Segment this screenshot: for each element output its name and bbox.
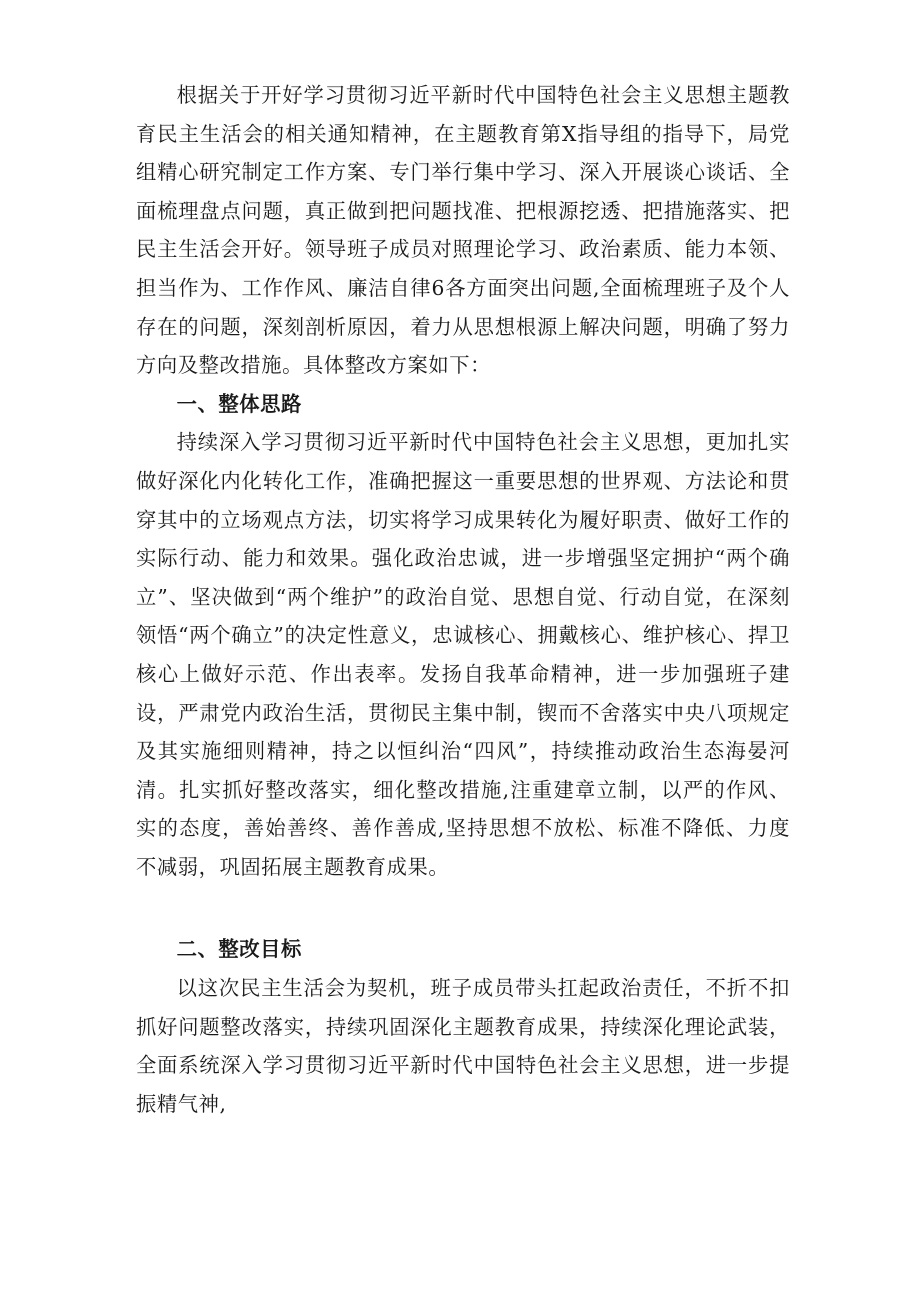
section-spacer <box>136 886 790 930</box>
intro-paragraph: 根据关于开好学习贯彻习近平新时代中国特色社会主义思想主题教育民主生活会的相关通知精神，在主题教育第X指导组的指导下，局党组精心研究制定工作方案、专门举行集中学习、深入开展谈心谈话、全面梳理盘点问题，真正做到把问题找准、把根源挖透、把措施落实、把民主生活会开好。领导班子成员对照理论学习、政治素质、能力本领、担当作为、工作作风、廉洁自律6各方面突出问题,全面梳理班子及个人存在的问题，深刻剖析原因，着力从思想根源上解决问题，明确了努力方向及整改措施。具体整改方案如下： <box>136 83 790 378</box>
section-heading-overall-approach: 一、整体思路 <box>176 391 302 416</box>
overall-approach-paragraph: 持续深入学习贯彻习近平新时代中国特色社会主义思想，更加扎实做好深化内化转化工作，准确把握这一重要思想的世界观、方法论和贯穿其中的立场观点方法，切实将学习成果转化为履好职责、做好工作的实际行动、能力和效果。强化政治忠诚，进一步增强坚定拥护“两个确立”、坚决做到“两个维护”的政治自觉、思想自觉、行动自觉，在深刻领悟“两个确立”的决定性意义，忠诚核心、拥戴核心、维护核心、捍卫核心上做好示范、作出表率。发扬自我革命精神，进一步加强班子建设，严肃党内政治生活，贯彻民主集中制，锲而不舍落实中央八项规定及其实施细则精神，持之以恒纠治“四风”，持续推动政治生态海晏河清。扎实抓好整改落实，细化整改措施,注重建章立制，以严的作风、实的态度，善始善终、善作善成,坚持思想不放松、标准不降低、力度不减弱，巩固拓展主题教育成果。 <box>136 430 790 879</box>
rectification-goals-paragraph: 以这次民主生活会为契机，班子成员带头扛起政治责任，不折不扣抓好问题整改落实，持续巩固深化主题教育成果，持续深化理论武装，全面系统深入学习贯彻习近平新时代中国特色社会主义思想，进一步提振精气神, <box>136 976 790 1116</box>
section-heading-rectification-goals: 二、整改目标 <box>176 937 302 962</box>
document-page <box>136 76 790 1123</box>
